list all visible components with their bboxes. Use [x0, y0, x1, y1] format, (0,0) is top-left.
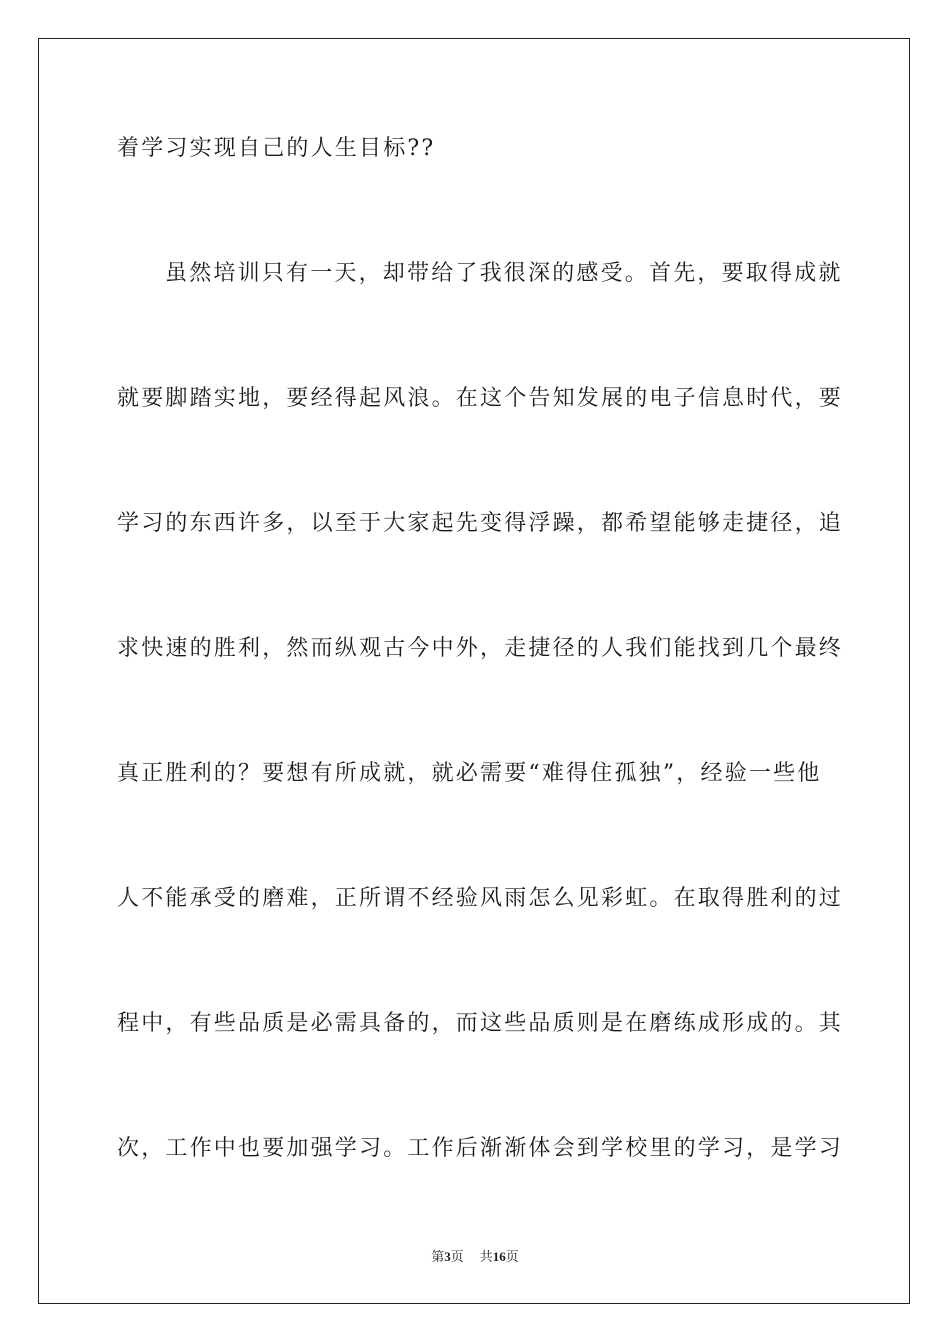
text-line-1: 着学习实现自己的人生目标?? [117, 136, 436, 161]
page-footer [0, 1248, 950, 1266]
total-prefix: 共 [479, 1249, 493, 1264]
text-line-8: 程中，有些品质是必需具备的，而这些品质则是在磨练成形成的。其 [117, 1011, 844, 1036]
text-line-3: 就要脚踏实地，要经得起风浪。在这个告知发展的电子信息时代，要 [117, 386, 844, 411]
text-line-2-paragraph-start: 虽然培训只有一天，却带给了我很深的感受。首先，要取得成就 [165, 261, 843, 286]
page-suffix: 页 [450, 1249, 464, 1264]
text-line-5: 求快速的胜利，然而纵观古今中外，走捷径的人我们能找到几个最终 [117, 636, 844, 661]
text-line-9: 次，工作中也要加强学习。工作后渐渐体会到学校里的学习，是学习 [117, 1136, 844, 1161]
page-prefix: 第 [431, 1249, 445, 1264]
total-pages: 16 [492, 1249, 506, 1264]
total-suffix: 页 [505, 1249, 519, 1264]
text-line-7: 人不能承受的磨难，正所谓不经验风雨怎么见彩虹。在取得胜利的过 [117, 886, 844, 911]
page-number: 3 [444, 1249, 451, 1264]
text-line-4: 学习的东西许多，以至于大家起先变得浮躁，都希望能够走捷径，追 [117, 511, 844, 536]
text-line-6: 真正胜利的？要想有所成就，就必需要“难得住孤独”，经验一些他 [117, 761, 822, 786]
page-border [38, 38, 910, 1304]
